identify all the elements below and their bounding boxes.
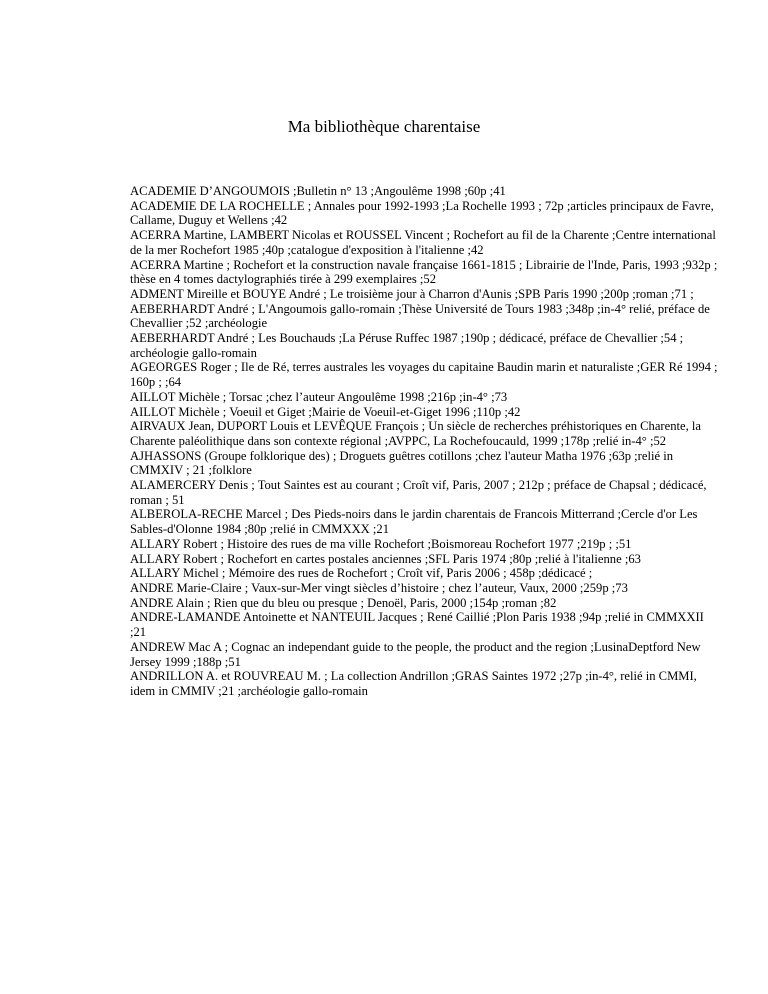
bibliography-entry: ACADEMIE D’ANGOUMOIS ;Bulletin n° 13 ;Angoulême 1998 ;60p ;41 <box>130 184 506 198</box>
bibliography-entry: ACERRA Martine ; Rochefort et la construction navale française 1661-1815 ; Librairie de l'Inde, Paris, 1993 ;932p ; thèse en 4 tomes dactylographiés tirée à 299 exemplaires ;52 <box>130 257 718 287</box>
bibliography-entry: AILLOT Michèle ; Torsac ;chez l’auteur Angoulême 1998 ;216p ;in-4° ;73 <box>130 389 508 404</box>
bibliography-entry: ALLARY Robert ; Histoire des rues de ma ville Rochefort ;Boismoreau Rochefort 1977 ;219p ; ;51 <box>130 536 632 551</box>
bibliography-entry: ALLARY Michel ; Mémoire des rues de Rochefort ; Croît vif, Paris 2006 ; 458p ;dédicacé ; <box>130 566 593 581</box>
bibliography-list <box>130 184 720 699</box>
bibliography-entry: ACERRA Martine, LAMBERT Nicolas et ROUSSEL Vincent ; Rochefort au fil de la Charente ;Centre international de la mer Rochefort 1985 ;40p ;catalogue d'exposition à l'italienne ;42 <box>130 228 716 257</box>
bibliography-entry: ANDRE Alain ; Rien que du bleu ou presque ; Denoël, Paris, 2000 ;154p ;roman ;82 <box>130 595 557 610</box>
page-title: Ma bibliothèque charentaise <box>287 117 481 136</box>
bibliography-entry: ALBEROLA-RECHE Marcel ; Des Pieds-noirs dans le jardin charentais de Francois Mitterrand ;Cercle d'or Les Sables-d'Olonne 1984 ;80p ;relié in CMMXXX ;21 <box>130 507 698 537</box>
bibliography-entry: ALLARY Robert ; Rochefort en cartes postales anciennes ;SFL Paris 1974 ;80p ;relié à l'italienne ;63 <box>130 551 641 566</box>
bibliography-entry: ANDRILLON A. et ROUVREAU M. ; La collection Andrillon ;GRAS Saintes 1972 ;27p ;in-4°, relié in CMMI, idem in CMMIV ;21 ;archéologie gallo-romain <box>130 669 697 698</box>
bibliography-entry: ADMENT Mireille et BOUYE André ; Le troisième jour à Charron d'Aunis ;SPB Paris 1990 ;200p ;roman ;71 ; <box>130 286 694 301</box>
bibliography-entry: ACADEMIE DE LA ROCHELLE ; Annales pour 1992-1993 ;La Rochelle 1993 ; 72p ;articles principaux de Favre, Callame, Duguy et Wellens ;42 <box>130 198 714 228</box>
bibliography-entry: ALAMERCERY Denis ; Tout Saintes est au courant ; Croît vif, Paris, 2007 ; 212p ; préface de Chapsal ; dédicacé, roman ; 51 <box>130 478 707 507</box>
bibliography-entry: AEBERHARDT André ; L'Angoumois gallo-romain ;Thèse Université de Tours 1983 ;348p ;in-4° relié, préface de Chevallier ;52 ;archéologie <box>130 301 710 331</box>
bibliography-entry: ANDRE-LAMANDE Antoinette et NANTEUIL Jacques ; René Caillié ;Plon Paris 1938 ;94p ;relié in CMMXXII ;21 <box>130 610 704 640</box>
bibliography-entry: AGEORGES Roger ; Ile de Ré, terres australes les voyages du capitaine Baudin marin et naturaliste ;GER Ré 1994 ; 160p ; ;64 <box>130 360 718 390</box>
bibliography-entry: ANDREW Mac A ; Cognac an independant guide to the people, the product and the region ;LusinaDeptford New Jersey 1999 ;188p ;51 <box>130 639 701 669</box>
bibliography-entry: AIRVAUX Jean, DUPORT Louis et LEVÊQUE François ; Un siècle de recherches préhistoriques en Charente, la Charente paléolithique dans son contexte régional ;AVPPC, La Rochefoucauld, 1999 ;178p ;relié in-4° ;52 <box>130 419 701 448</box>
bibliography-entry: AEBERHARDT André ; Les Bouchauds ;La Péruse Ruffec 1987 ;190p ; dédicacé, préface de Chevallier ;54 ; archéologie gallo-romain <box>130 331 684 360</box>
bibliography-entry: ANDRE Marie-Claire ; Vaux-sur-Mer vingt siècles d’histoire ; chez l’auteur, Vaux, 2000 ;259p ;73 <box>130 580 628 595</box>
bibliography-entry: AJHASSONS (Groupe folklorique des) ; Droguets guêtres cotillons ;chez l'auteur Matha 1976 ;63p ;relié in CMMXIV ; 21 ;folklore <box>130 448 673 478</box>
bibliography-entry: AILLOT Michèle ; Voeuil et Giget ;Mairie de Voeuil-et-Giget 1996 ;110p ;42 <box>130 404 521 419</box>
